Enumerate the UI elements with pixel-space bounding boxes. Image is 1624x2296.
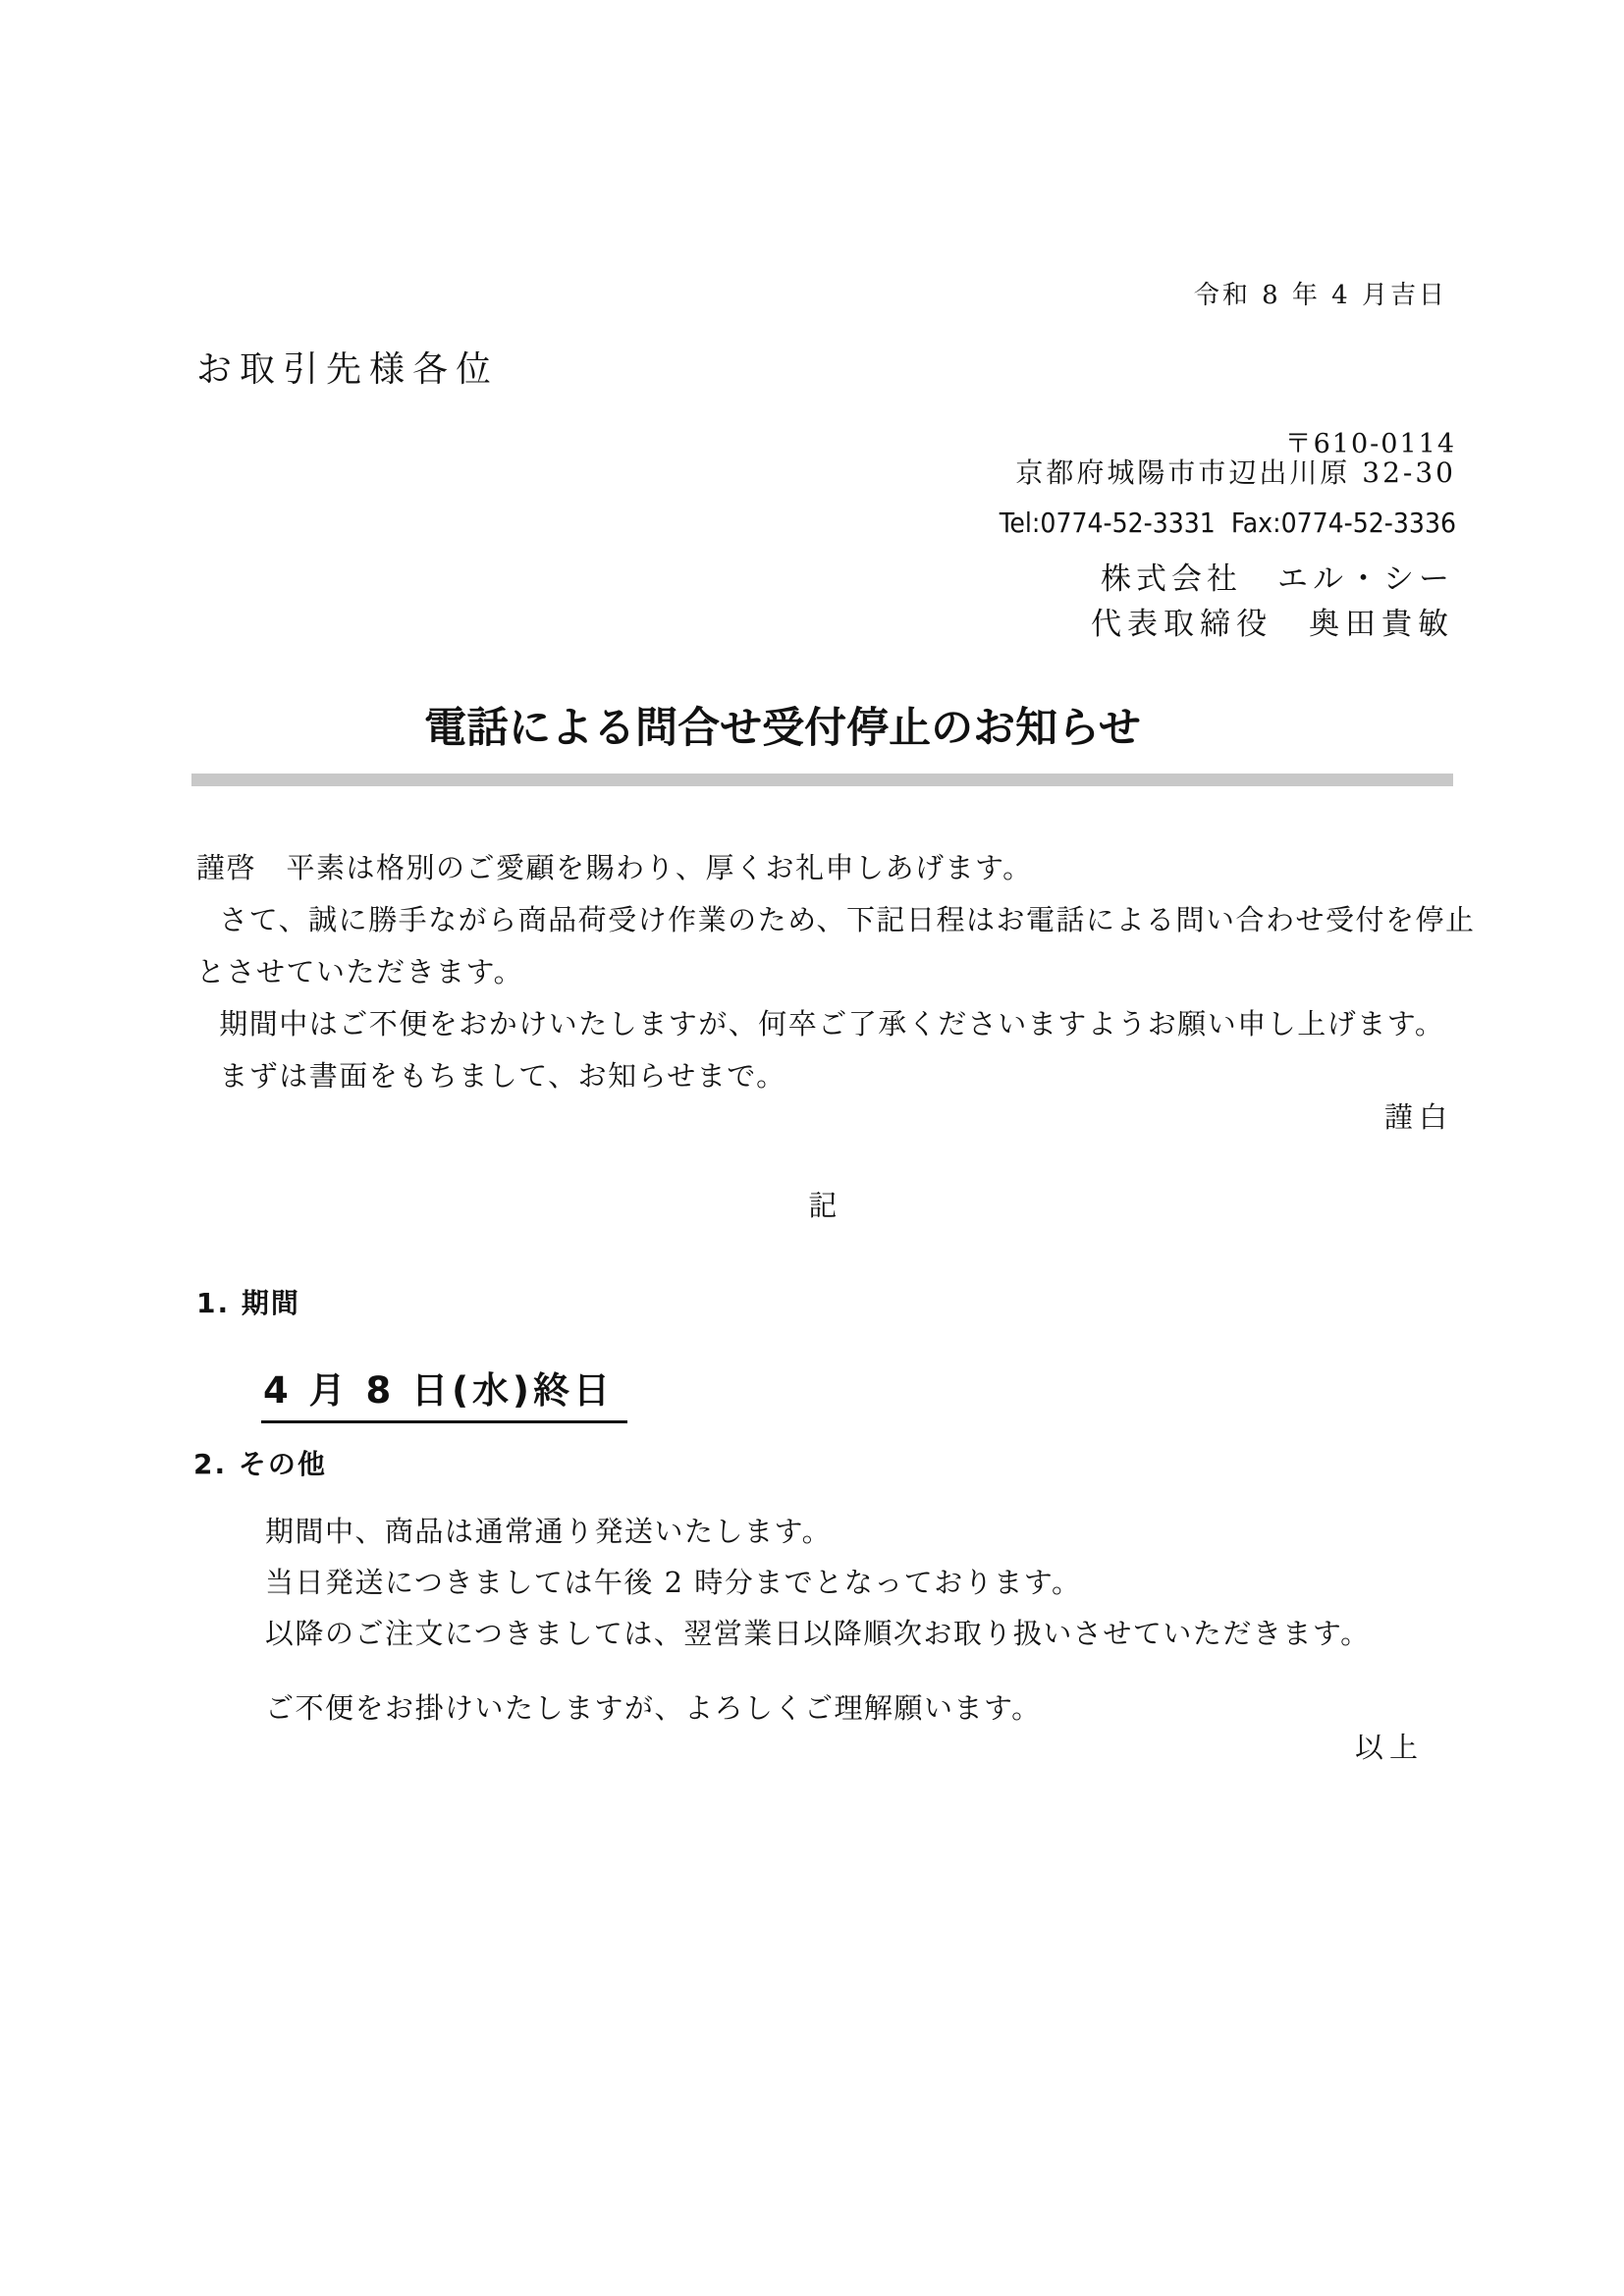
sender-address: 京都府城陽市市辺出川原 32-30 xyxy=(1015,456,1456,489)
courtesy-note: ご不便をお掛けいたしますが、よろしくご理解願います。 xyxy=(265,1691,1042,1725)
detail-line-same-day: 当日発送につきましては午後 2 時分までとなっております。 xyxy=(265,1566,1082,1599)
sender-representative-name: 代表取締役 奥田貴敏 xyxy=(1091,607,1454,642)
closing-word: 謹白 xyxy=(1383,1100,1453,1134)
greeting-line: 謹啓 平素は格別のご愛顧を賜わり、厚くお礼申しあげます。 xyxy=(196,851,1033,884)
body-paragraph-2: 期間中はご不便をおかけいたしますが、何卒ご了承くださいますようお願い申し上げます。 xyxy=(219,1007,1445,1041)
end-marker: 以上 xyxy=(1354,1731,1424,1764)
document-title: 電話による問合せ受付停止のお知らせ xyxy=(424,704,1141,753)
body-paragraph-1: さて、誠に勝手ながら商品荷受け作業のため、下記日程はお電話による問い合わせ受付を停止とさせていただきます。 xyxy=(196,903,1476,988)
detail-line-shipping: 期間中、商品は通常通り発送いたします。 xyxy=(265,1515,833,1548)
suspension-date: 4 月 8 日(水)終日 xyxy=(261,1361,627,1423)
sender-company-name: 株式会社 エル・シー xyxy=(1101,561,1454,597)
record-marker: 記 xyxy=(808,1189,838,1222)
title-divider-bar xyxy=(191,774,1453,786)
section-2-details xyxy=(265,1506,1483,1659)
sender-tel-fax: Tel:0774-52-3331 Fax:0774-52-3336 xyxy=(999,507,1456,539)
body-text xyxy=(196,842,1478,1102)
detail-line-later-orders: 以降のご注文につきましては、翌営業日以降順次お取り扱いさせていただきます。 xyxy=(265,1617,1371,1650)
document-date: 令和 8 年 4 月吉日 xyxy=(1193,281,1447,310)
addressee-line: お取引先様各位 xyxy=(196,349,500,390)
section-2-heading: 2. その他 xyxy=(193,1448,327,1480)
section-1-heading: 1. 期間 xyxy=(196,1287,300,1319)
body-paragraph-3: まずは書面をもちまして、お知らせまで。 xyxy=(219,1059,786,1093)
sender-postal-code: 〒610-0114 xyxy=(1284,429,1456,459)
